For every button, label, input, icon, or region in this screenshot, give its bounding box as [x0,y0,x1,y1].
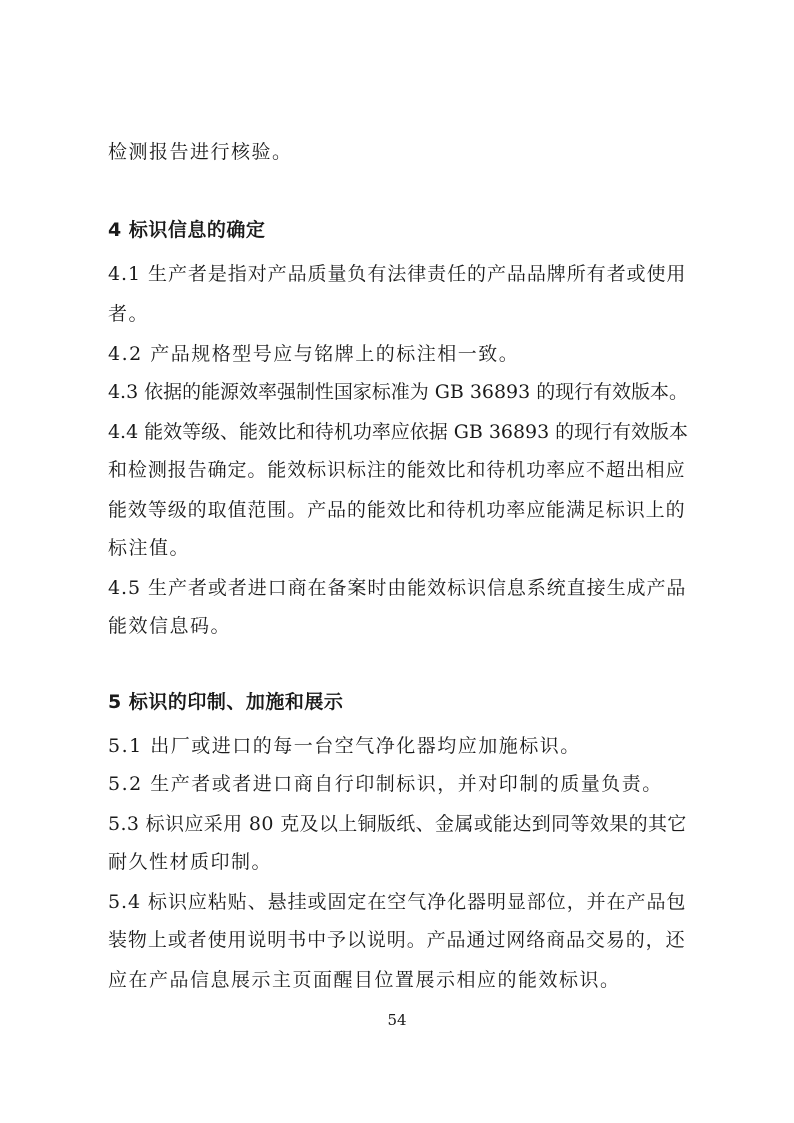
clause-5-3: 5.3 标识应采用 80 克及以上铜版纸、金属或能达到同等效果的其它 [108,813,687,835]
section-heading-4: 4 标识信息的确定 [108,219,266,241]
clause-4-4-cont-2: 能效等级的取值范围。产品的能效比和待机功率应能满足标识上的 [108,499,686,521]
clause-5-1: 5.1 出厂或进口的每一台空气净化器均应加施标识。 [108,735,581,757]
clause-5-4: 5.4 标识应粘贴、悬挂或固定在空气净化器明显部位，并在产品包 [108,891,687,913]
clause-4-4-cont-1: 和检测报告确定。能效标识标注的能效比和待机功率应不超出相应 [108,459,686,481]
clause-5-4-cont-2: 应在产品信息展示主页面醒目位置展示相应的能效标识。 [108,969,621,991]
clause-5-4-cont-1: 装物上或者使用说明书中予以说明。产品通过网络商品交易的，还 [108,929,686,951]
clause-4-4-cont-3: 标注值。 [108,537,191,559]
clause-4-5-cont: 能效信息码。 [108,615,232,637]
clause-5-2: 5.2 生产者或者进口商自行印制标识，并对印制的质量负责。 [108,773,663,795]
clause-4-2: 4.2 产品规格型号应与铭牌上的标注相一致。 [108,343,520,365]
clause-4-1-cont: 者。 [108,303,150,325]
section-heading-5: 5 标识的印制、加施和展示 [108,691,344,713]
clause-4-5: 4.5 生产者或者进口商在备案时由能效标识信息系统直接生成产品 [108,577,687,599]
clause-4-3: 4.3 依据的能源效率强制性国家标准为 GB 36893 的现行有效版本。 [108,381,688,403]
body-text-line: 检测报告进行核验。 [108,141,293,163]
clause-5-3-cont: 耐久性材质印制。 [108,851,273,873]
page-number: 54 [387,1011,407,1029]
clause-4-1: 4.1 生产者是指对产品质量负有法律责任的产品品牌所有者或使用 [108,263,687,285]
clause-4-4: 4.4 能效等级、能效比和待机功率应依据 GB 36893 的现行有效版本 [108,421,688,443]
